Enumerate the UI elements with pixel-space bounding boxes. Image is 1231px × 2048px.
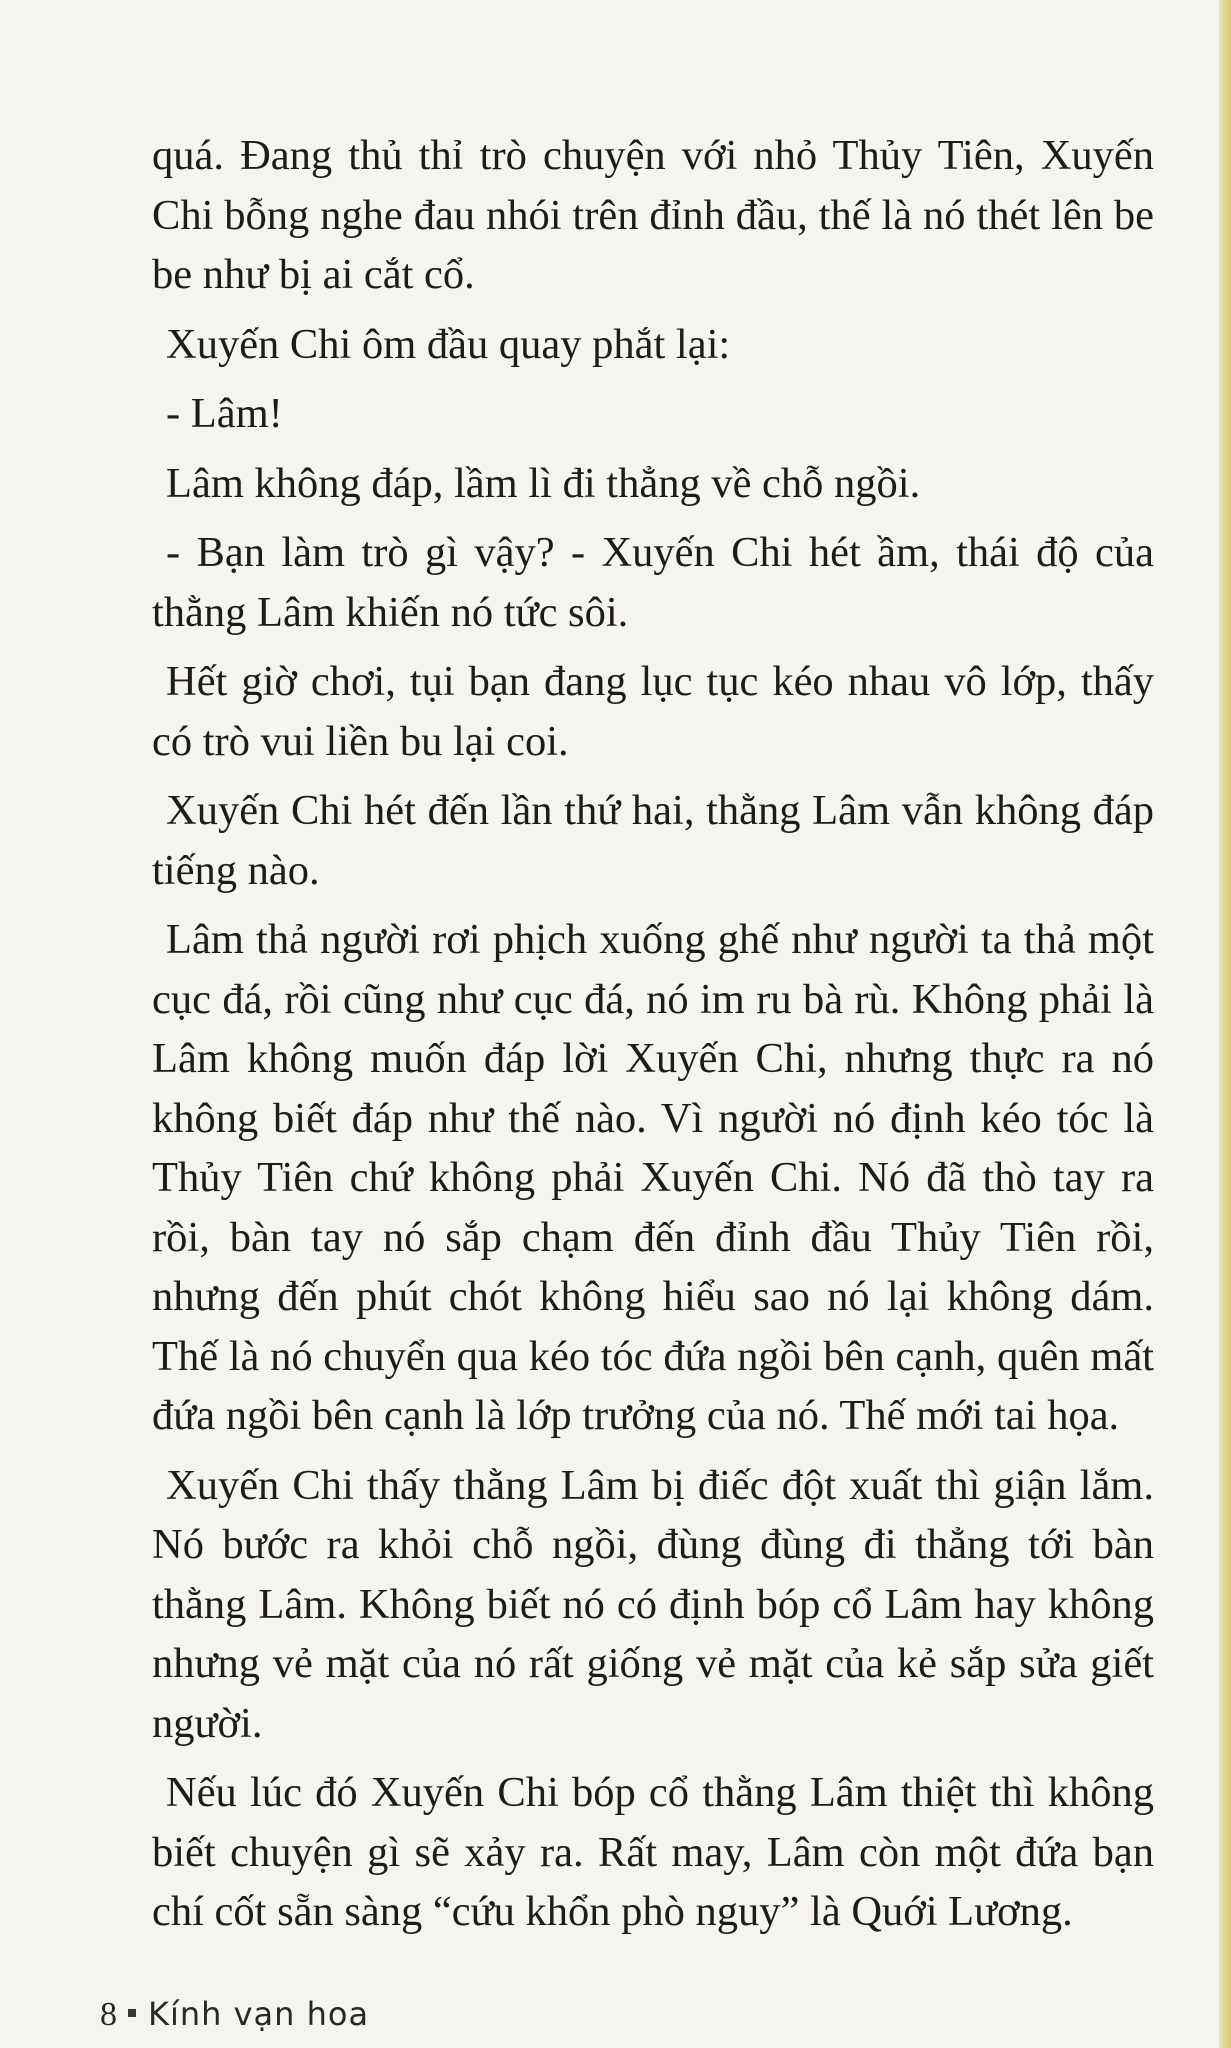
paragraph: Hết giờ chơi, tụi bạn đang lục tục kéo nhau vô lớp, thấy có trò vui liền bu lại coi. xyxy=(152,658,1154,765)
page-number: 8 xyxy=(100,1996,118,2033)
body-text xyxy=(152,126,1154,1952)
paragraph: Xuyến Chi hét đến lần thứ hai, thằng Lâm vẫn không đáp tiếng nào. xyxy=(152,787,1154,894)
paragraph: Lâm không đáp, lầm lì đi thẳng về chỗ ngồi. xyxy=(166,459,921,507)
book-title: Kính vạn hoa xyxy=(148,1995,370,2033)
paragraph: Nếu lúc đó Xuyến Chi bóp cổ thằng Lâm thiệt thì không biết chuyện gì sẽ xảy ra. Rất may, Lâm còn một đứa bạn chí cốt sẵn sàng “cứu khổn phò nguy” là Quới Lương. xyxy=(152,1769,1154,1935)
paragraph: Xuyến Chi thấy thằng Lâm bị điếc đột xuất thì giận lắm. Nó bước ra khỏi chỗ ngồi, đùng đùng đi thẳng tới bàn thằng Lâm. Không biết nó có định bóp cổ Lâm hay không nhưng vẻ mặt của nó rất giống vẻ mặt của kẻ sắp sửa giết người. xyxy=(152,1461,1154,1747)
separator-square-icon xyxy=(128,2009,136,2017)
paragraph: Xuyến Chi ôm đầu quay phắt lại: xyxy=(166,320,731,368)
page-edge xyxy=(1219,0,1231,2048)
page-footer xyxy=(100,1994,369,2035)
paragraph: Lâm thả người rơi phịch xuống ghế như người ta thả một cục đá, rồi cũng như cục đá, nó im ru bà rù. Không phải là Lâm không muốn đáp lời Xuyến Chi, nhưng thực ra nó không biết đáp như thế nào. Vì người nó định kéo tóc là Thủy Tiên chứ không phải Xuyến Chi. Nó đã thò tay ra rồi, bàn tay nó sắp chạm đến đỉnh đầu Thủy Tiên rồi, nhưng đến phút chót không hiểu sao nó lại không dám. Thế là nó chuyển qua kéo tóc đứa ngồi bên cạnh, quên mất đứa ngồi bên cạnh là lớp trưởng của nó. Thế mới tai họa. xyxy=(152,916,1154,1439)
paragraph: quá. Đang thủ thỉ trò chuyện với nhỏ Thủy Tiên, Xuyến Chi bỗng nghe đau nhói trên đỉnh đầu, thế là nó thét lên be be như bị ai cắt cổ. xyxy=(152,132,1154,298)
paragraph: - Lâm! xyxy=(166,390,283,437)
paragraph: - Bạn làm trò gì vậy? - Xuyến Chi hét ầm, thái độ của thằng Lâm khiến nó tức sôi. xyxy=(152,529,1154,636)
